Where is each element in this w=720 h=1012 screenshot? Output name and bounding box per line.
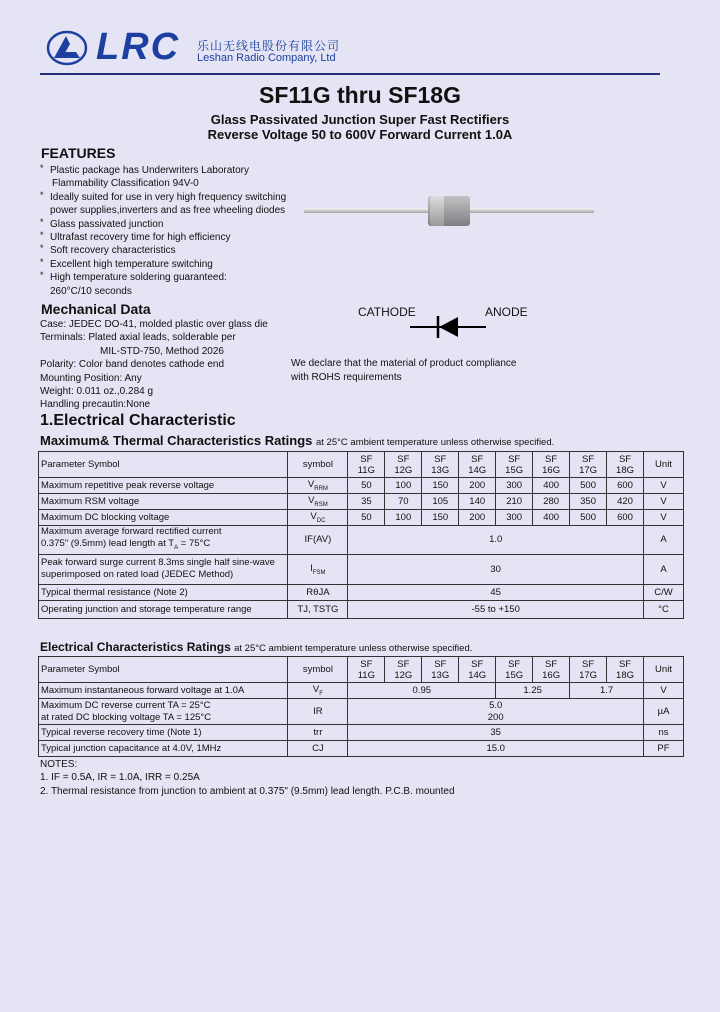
- header-param: Parameter Symbol: [39, 452, 288, 478]
- feature-item: * Ultrafast recovery time for high efficiency: [40, 231, 300, 244]
- max-thermal-table: [38, 451, 684, 619]
- feature-item: * Plastic package has Underwriters Laboratory: [40, 164, 300, 177]
- note-1: 1. IF = 0.5A, IR = 1.0A, IRR = 0.25A: [40, 772, 200, 783]
- mechanical-line: MIL-STD-750, Method 2026: [100, 345, 224, 357]
- header-part: SF 13G: [422, 452, 459, 478]
- mechanical-line: Terminals: Plated axial leads, solderable per: [40, 332, 236, 344]
- mechanical-line: Mounting Position: Any: [40, 372, 142, 384]
- electrical-table: [38, 656, 684, 757]
- feature-item: * Glass passivated junction: [40, 218, 300, 231]
- table-header-row: Parameter Symbol symbol SF 11G SF 12G SF 13G SF 14G SF 15G SF 16G SF 17G SF 18G Unit: [39, 657, 684, 683]
- company-logo-icon: [46, 30, 88, 66]
- table-row: Typical junction capacitance at 4.0V, 1MHz CJ 15.0 PF: [39, 741, 684, 757]
- section-heading: 1.Electrical Characteristic: [40, 412, 236, 429]
- feature-item: * High temperature soldering guaranteed:: [40, 271, 300, 284]
- table-row: Maximum RSM voltage $V_{RSM}$ 35 70 105 140 210 280 350 420 V: [39, 494, 684, 510]
- subtitle-line-2: Reverse Voltage 50 to 600V Forward Current 1.0A: [207, 127, 513, 142]
- note-2: 2. Thermal resistance from junction to ambient at 0.375" (9.5mm) lead length. P.C.B. mounted: [40, 786, 455, 797]
- header-divider: [40, 73, 660, 75]
- logo-text: LRC: [96, 26, 181, 68]
- table2-title: Electrical Characteristics Ratings at 25°C ambient temperature unless otherwise specified.: [40, 640, 473, 654]
- header-part: SF 14G: [459, 452, 496, 478]
- company-name-en: Leshan Radio Company, Ltd: [197, 52, 336, 64]
- table-row: Typical reverse recovery time (Note 1) trr 35 ns: [39, 725, 684, 741]
- notes-heading: NOTES:: [40, 759, 78, 770]
- feature-item: * Soft recovery characteristics: [40, 244, 300, 257]
- rohs-statement-2: with ROHS requirements: [291, 372, 402, 383]
- header-part: SF 16G: [533, 452, 570, 478]
- header-symbol: symbol: [288, 452, 348, 478]
- features-list: [40, 164, 300, 298]
- page-title: SF11G thru SF18G: [259, 82, 461, 108]
- table1-title: Maximum& Thermal Characteristics Ratings at 25°C ambient temperature unless otherwise specified.: [40, 433, 555, 448]
- company-name-cn: 乐山无线电股份有限公司: [197, 39, 341, 53]
- diode-symbol-icon: [410, 313, 486, 341]
- header-part: SF 18G: [607, 452, 644, 478]
- table-row: Maximum repetitive peak reverse voltage $V_{RRM}$ 50 100 150 200 300 400 500 600 V: [39, 478, 684, 494]
- header-unit: Unit: [644, 452, 684, 478]
- table-row: Maximum DC blocking voltage $V_{DC}$ 50 100 150 200 300 400 500 600 V: [39, 510, 684, 526]
- anode-label: ANODE: [485, 305, 528, 319]
- mechanical-line: Case: JEDEC DO-41, molded plastic over glass die: [40, 319, 268, 330]
- mechanical-data: [40, 318, 300, 412]
- table-header-row: [39, 452, 684, 478]
- table-row: Peak forward surge current 8.3ms single half sine-wave superimposed on rated load (JEDEC Method) $I_{FSM}$ 30 A: [39, 554, 684, 584]
- cathode-band: [430, 196, 444, 226]
- table-row: Maximum average forward rectified current 0.375" (9.5mm) lead length at $T_A = 75^\circ C$ IF(AV) 1.0 A: [39, 526, 684, 555]
- cathode-label: CATHODE: [358, 305, 416, 319]
- feature-item: * Excellent high temperature switching: [40, 258, 300, 271]
- table-row: Maximum instantaneous forward voltage at 1.0A $V_F$ 0.95 1.25 1.7 V: [39, 683, 684, 699]
- header-part: SF 15G: [496, 452, 533, 478]
- feature-item: power supplies,inverters and as free wheeling diodes: [50, 205, 286, 217]
- header-part: SF 11G: [348, 452, 385, 478]
- mechanical-line: Polarity: Color band denotes cathode end: [40, 359, 225, 371]
- table-row: Maximum DC reverse current TA = 25°C at rated DC blocking voltage TA = 125°C IR 5.0 200 µA: [39, 699, 684, 725]
- features-heading: FEATURES: [41, 145, 116, 161]
- table-row: Typical thermal resistance (Note 2) RθJA 45 C/W: [39, 584, 684, 600]
- table-row: Operating junction and storage temperature range TJ, TSTG -55 to +150 °C: [39, 600, 684, 618]
- feature-item: Flammability Classification 94V-0: [52, 178, 199, 190]
- rohs-statement-1: We declare that the material of product compliance: [291, 358, 517, 369]
- header-part: SF 12G: [385, 452, 422, 478]
- header-part: SF 17G: [570, 452, 607, 478]
- mechanical-heading: Mechanical Data: [41, 301, 151, 317]
- feature-item: 260°C/10 seconds: [50, 285, 132, 297]
- feature-item: * Ideally suited for use in very high frequency switching: [40, 191, 300, 204]
- subtitle-line-1: Glass Passivated Junction Super Fast Rectifiers: [210, 112, 510, 127]
- mechanical-line: Weight: 0.011 oz.,0.284 g: [40, 386, 154, 398]
- mechanical-line: Handling precautin:None: [40, 399, 151, 411]
